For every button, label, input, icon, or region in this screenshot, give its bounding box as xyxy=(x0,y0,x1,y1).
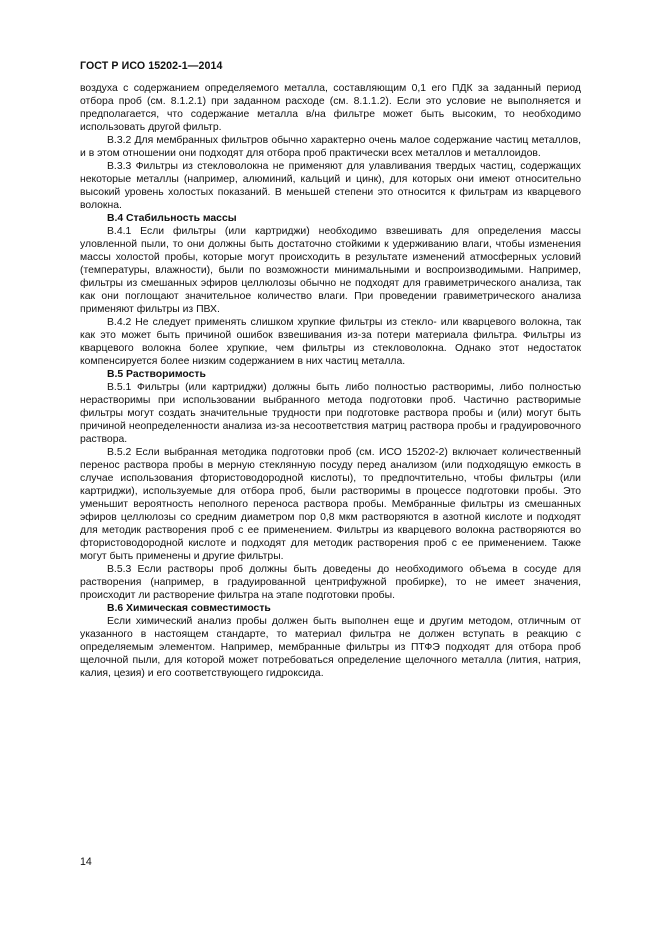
paragraph-b-4-1: В.4.1 Если фильтры (или картриджи) необходимо взвешивать для определения массы уловленной пыли, то они должны быть достаточно стойкими к удерживанию влаги, чтобы изменения массы холостой пробы, которые могут происходить в результате изменений атмосферных условий (температуры, влажности), были по возможности минимальными и воспроизводимыми. Например, фильтры из смешанных эфиров целлюлозы обычно не подходят для гравиметрического анализа, так как они поглощают значительное количество влаги. При проведении гравиметрического анализа применяют фильтры из ПВХ. xyxy=(80,226,581,315)
page-number: 14 xyxy=(80,856,92,868)
paragraph-b-3-2: В.3.2 Для мембранных фильтров обычно характерно очень малое содержание частиц металлов, и в этом отношении они подходят для отбора проб практически всех металлов и металлоидов. xyxy=(80,135,581,159)
section-heading-b-4: В.4 Стабильность массы xyxy=(107,213,237,224)
paragraph-b-4-2: В.4.2 Не следует применять слишком хрупкие фильтры из стекло- или кварцевого волокна, так как это может быть причиной ошибок взвешивания из-за потери материала фильтра. Фильтры из кварцевого волокна более хрупкие, чем фильтры из стекловолокна. Однако этот недостаток компенсируется более низким содержанием в них частиц металла. xyxy=(80,317,581,367)
document-header: ГОСТ Р ИСО 15202-1—2014 xyxy=(80,60,223,72)
paragraph-continuation: воздуха с содержанием определяемого металла, составляющим 0,1 его ПДК за заданный период отбора проб (см. 8.1.2.1) при заданном расходе (см. 8.1.1.2). Если это условие не выполняется и предполагается, что содержание металла в/на фильтре может быть высоким, то необходимо использовать другой фильтр. xyxy=(80,83,581,133)
section-heading-b-6: В.6 Химическая совместимость xyxy=(107,603,271,614)
paragraph-b-3-3: В.3.3 Фильтры из стекловолокна не применяют для улавливания твердых частиц, содержащих некоторые металлы (например, алюминий, кальций и цинк), для которых они имеют относительно высокий уровень холостых показаний. В меньшей степени это относится к фильтрам из кварцевого волокна. xyxy=(80,161,581,211)
paragraph-b-6: Если химический анализ пробы должен быть выполнен еще и другим методом, отличным от указанного в настоящем стандарте, то материал фильтра не должен вступать в реакцию с определяемым элементом. Например, мембранные фильтры из ПТФЭ подходят для отбора проб щелочной пыли, для которой может потребоваться определение щелочного металла (лития, натрия, калия, цезия) и его соответствующего гидроксида. xyxy=(80,616,581,679)
paragraph-b-5-3: В.5.3 Если растворы проб должны быть доведены до необходимого объема в сосуде для растворения (например, в градуированной центрифужной пробирке), то не имеет значения, происходит ли растворение фильтра на этапе подготовки пробы. xyxy=(80,564,581,601)
paragraph-b-5-1: В.5.1 Фильтры (или картриджи) должны быть либо полностью растворимы, либо полностью нерастворимы при использовании выбранного метода подготовки проб. Частично растворимые фильтры могут создать значительные трудности при подготовке раствора пробы и (или) могут быть причиной неопределенности анализа из-за несоответствия матриц раствора пробы и градуировочного раствора. xyxy=(80,382,581,445)
document-body xyxy=(80,82,581,680)
paragraph-b-5-2: В.5.2 Если выбранная методика подготовки проб (см. ИСО 15202-2) включает количественный перенос раствора пробы в мерную стеклянную посуду перед анализом (или подходящую емкость в случае использования фтористоводородной кислоты), то предпочтительно, чтобы фильтры (или картриджи), используемые для отбора проб, были растворимы в процессе подготовки пробы. Это уменьшит вероятность неполного переноса раствора пробы. Мембранные фильтры из смешанных эфиров целлюлозы со средним диаметром пор 0,8 мкм растворяются в азотной кислоте и подходят для методик растворения проб с ее применением. Фильтры из кварцевого волокна растворяются во фтористоводородной кислоте и подходят для методик растворения проб с ее применением. Также могут быть применены и другие фильтры. xyxy=(80,447,581,562)
section-heading-b-5: В.5 Растворимость xyxy=(107,369,206,380)
